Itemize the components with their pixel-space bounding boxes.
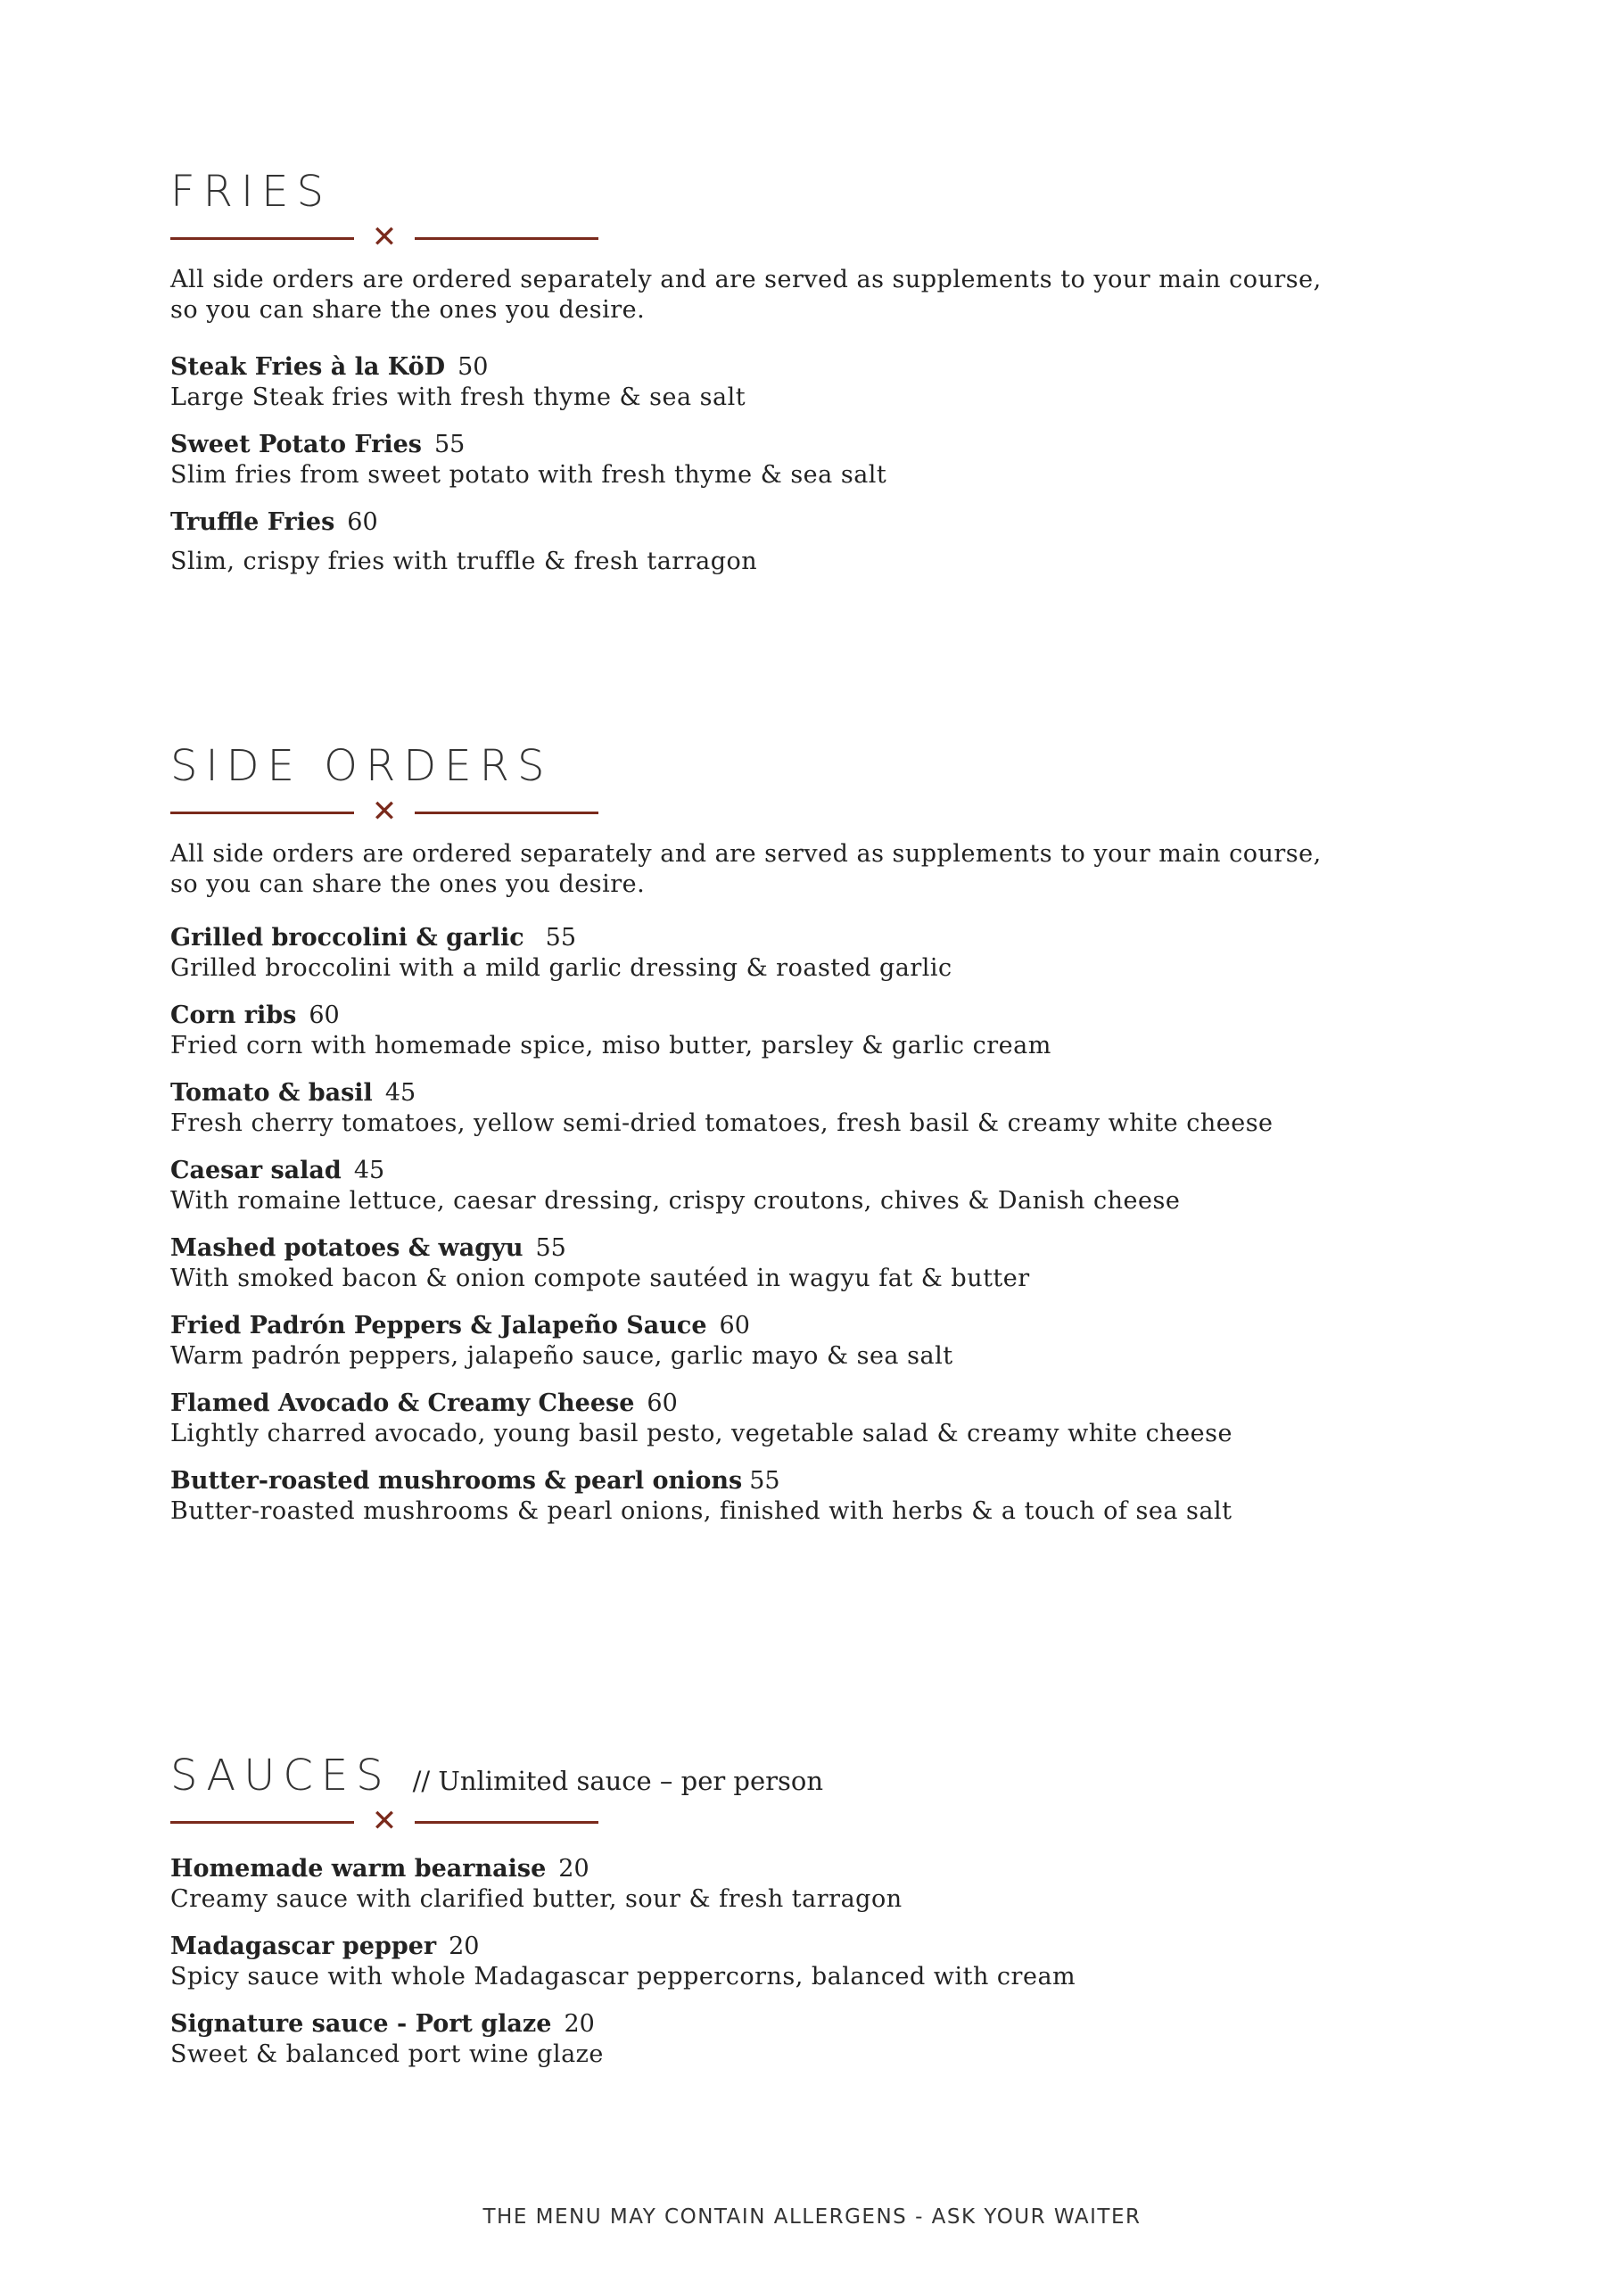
item-name: Mashed potatoes & wagyu	[170, 1234, 523, 1262]
cross-icon: ✕	[371, 794, 398, 829]
item-name: Tomato & basil	[170, 1079, 373, 1107]
item-price: 50	[458, 353, 489, 381]
sauces-note: // Unlimited sauce – per person	[412, 1766, 824, 1796]
fries-items	[170, 352, 1419, 577]
item-price: 55	[545, 924, 577, 952]
menu-item	[170, 1389, 1419, 1449]
menu-item	[170, 1001, 1419, 1061]
menu-item	[170, 2009, 1419, 2070]
item-name: Butter-roasted mushrooms & pearl onions	[170, 1467, 743, 1495]
item-description: Lightly charred avocado, young basil pesto, vegetable salad & creamy white cheese	[170, 1420, 1232, 1447]
item-price: 55	[535, 1234, 566, 1262]
item-description: Grilled broccolini with a mild garlic dressing & roasted garlic	[170, 954, 952, 982]
item-price: 45	[384, 1079, 416, 1107]
item-description: Butter-roasted mushrooms & pearl onions, finished with herbs & a touch of sea salt	[170, 1497, 1232, 1525]
fries-intro: All side orders are ordered separately and are served as supplements to your main course, so you can share the ones you desire.	[170, 266, 1322, 324]
item-description: Warm padrón peppers, jalapeño sauce, garlic mayo & sea salt	[170, 1342, 953, 1370]
sauces-items	[170, 1854, 1419, 2070]
menu-item	[170, 1156, 1419, 1216]
item-name: Corn ribs	[170, 1001, 297, 1029]
item-price: 20	[449, 1933, 480, 1960]
item-description: Sweet & balanced port wine glaze	[170, 2040, 604, 2068]
item-price: 20	[558, 1855, 589, 1883]
item-price: 60	[347, 508, 378, 536]
item-name: Homemade warm bearnaise	[170, 1855, 547, 1883]
sauces-title: SAUCES	[170, 1751, 392, 1801]
cross-icon: ✕	[371, 1803, 398, 1839]
item-price: 60	[309, 1001, 340, 1029]
menu-item	[170, 1932, 1419, 1992]
item-price: 60	[647, 1389, 678, 1417]
item-name: Truffle Fries	[170, 508, 335, 536]
item-name: Grilled broccolini & garlic	[170, 924, 524, 952]
side-orders-items	[170, 923, 1419, 1527]
fries-section	[170, 165, 1419, 594]
fries-divider	[170, 219, 598, 255]
item-name: Caesar salad	[170, 1157, 342, 1184]
item-description: Slim fries from sweet potato with fresh thyme & sea salt	[170, 461, 887, 489]
item-description: Fresh cherry tomatoes, yellow semi-dried tomatoes, fresh basil & creamy white cheese	[170, 1109, 1274, 1137]
item-name: Flamed Avocado & Creamy Cheese	[170, 1389, 635, 1417]
side-orders-divider	[170, 794, 598, 829]
item-price: 60	[719, 1312, 750, 1339]
item-name: Steak Fries à la KöD	[170, 353, 446, 381]
menu-item	[170, 1078, 1419, 1139]
menu-item	[170, 1466, 1419, 1527]
item-description: Creamy sauce with clarified butter, sour & fresh tarragon	[170, 1885, 903, 1913]
item-description: With smoked bacon & onion compote sautéed in wagyu fat & butter	[170, 1265, 1030, 1292]
item-description: Fried corn with homemade spice, miso butter, parsley & garlic cream	[170, 1032, 1051, 1059]
item-name: Madagascar pepper	[170, 1933, 437, 1960]
item-description: With romaine lettuce, caesar dressing, crispy croutons, chives & Danish cheese	[170, 1187, 1181, 1215]
item-name: Signature sauce - Port glaze	[170, 2010, 552, 2038]
menu-item	[170, 1233, 1419, 1294]
menu-item	[170, 430, 1419, 490]
menu-item	[170, 1311, 1419, 1372]
item-description: Slim, crispy fries with truffle & fresh tarragon	[170, 548, 758, 575]
item-description: Spicy sauce with whole Madagascar peppercorns, balanced with cream	[170, 1963, 1076, 1990]
side-orders-intro: All side orders are ordered separately and are served as supplements to your main course, so you can share the ones you desire.	[170, 840, 1322, 898]
item-price: 45	[353, 1157, 385, 1184]
item-description: Large Steak fries with fresh thyme & sea salt	[170, 383, 746, 411]
item-name: Fried Padrón Peppers & Jalapeño Sauce	[170, 1312, 707, 1339]
menu-item	[170, 507, 1419, 577]
side-orders-title: SIDE ORDERS	[170, 741, 553, 791]
item-price: 20	[564, 2010, 595, 2038]
item-price: 55	[749, 1467, 780, 1495]
item-name: Sweet Potato Fries	[170, 431, 422, 458]
menu-item	[170, 1854, 1419, 1915]
fries-title: FRIES	[170, 167, 332, 217]
menu-item	[170, 923, 1419, 984]
cross-icon: ✕	[371, 219, 398, 255]
allergen-footer: THE MENU MAY CONTAIN ALLERGENS - ASK YOUR WAITER	[482, 2205, 1142, 2229]
sauces-section	[170, 1749, 1419, 2087]
menu-item	[170, 352, 1419, 413]
item-price: 55	[433, 431, 466, 458]
side-orders-section	[170, 739, 1419, 1544]
sauces-divider	[170, 1803, 598, 1839]
